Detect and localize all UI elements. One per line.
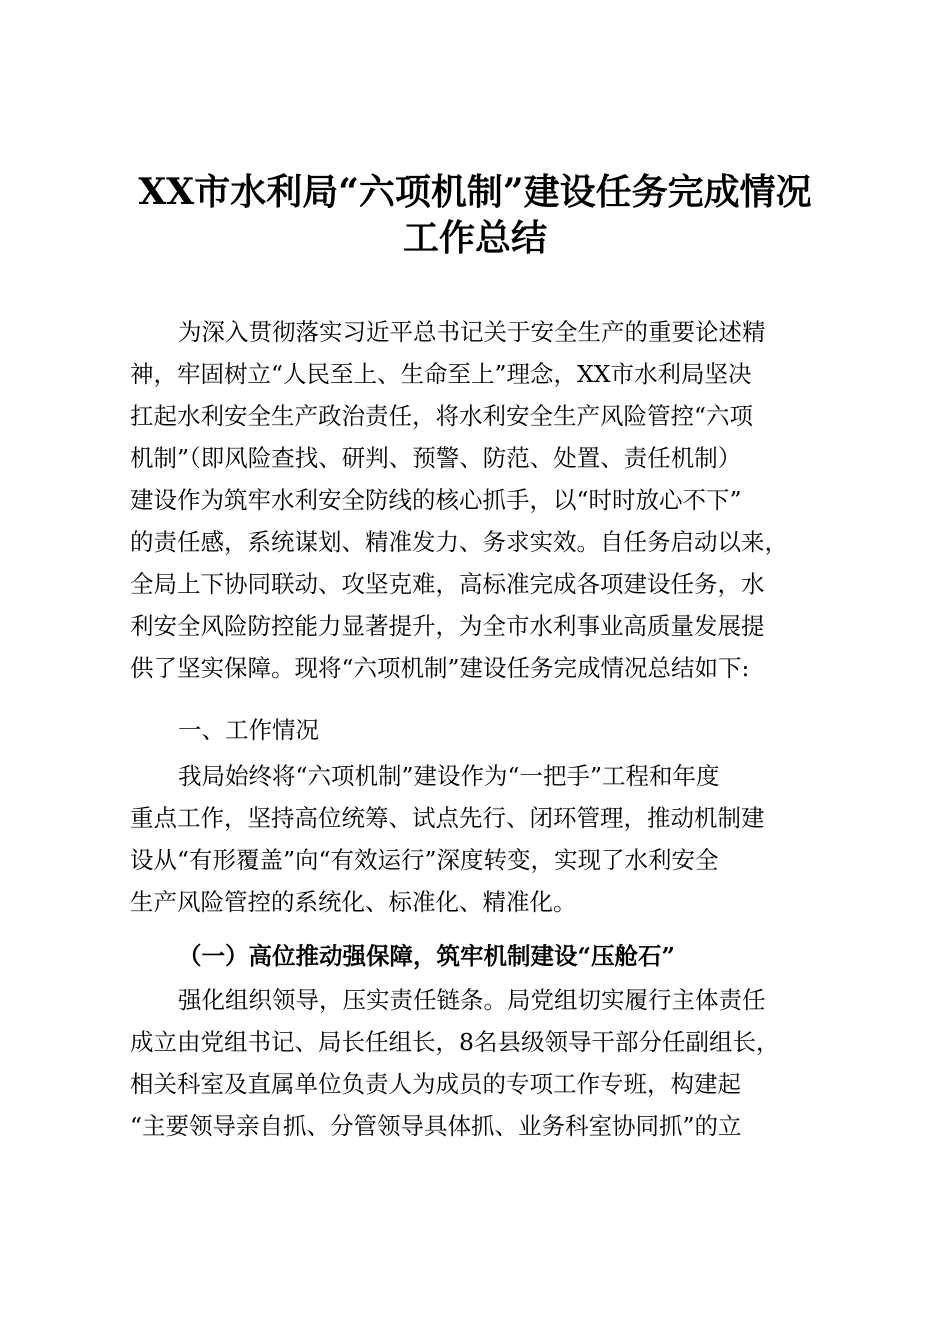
section1-line-1: 我局始终将“六项机制”建设作为“一把手”工程和年度 [178, 762, 720, 790]
section-heading: 一、工作情况 [178, 716, 319, 744]
document-title-line1: XX市水利局“六项机制”建设任务完成情况 [138, 171, 812, 213]
section1-line-2: 重点工作，坚持高位统筹、试点先行、闭环管理，推动机制建 [130, 804, 765, 832]
intro-line-4: 机制”（即风险查找、研判、预警、防范、处置、责任机制） [130, 444, 742, 472]
intro-line-2: 神，牢固树立“人民至上、生命至上”理念，XX市水利局坚决 [130, 360, 752, 388]
intro-line-7: 全局上下协同联动、攻坚克难，高标准完成各项建设任务，水 [130, 570, 765, 598]
subsection1-line-2: 成立由党组书记、局长任组长，8名县级领导干部分任副组长， [130, 1028, 780, 1056]
document-title-line2: 工作总结 [402, 217, 547, 259]
subsection1-line-1: 强化组织领导，压实责任链条。局党组切实履行主体责任 [178, 986, 766, 1014]
intro-line-3: 扛起水利安全生产政治责任，将水利安全生产风险管控“六项 [130, 402, 754, 430]
subsection1-line-3: 相关科室及直属单位负责人为成员的专项工作专班，构建起 [130, 1070, 741, 1098]
intro-line-5: 建设作为筑牢水利安全防线的核心抓手，以“时时放心不下” [130, 486, 742, 514]
intro-line-9: 供了坚实保障。现将“六项机制”建设任务完成情况总结如下: [130, 654, 750, 682]
section1-line-4: 生产风险管控的系统化、标准化、精准化。 [130, 888, 577, 916]
intro-line-8: 利安全风险防控能力显著提升，为全市水利事业高质量发展提 [130, 612, 765, 640]
intro-line-1: 为深入贯彻落实习近平总书记关于安全生产的重要论述精 [178, 318, 766, 346]
section1-line-3: 设从“有形覆盖”向“有效运行”深度转变，实现了水利安全 [130, 846, 719, 874]
intro-line-6: 的责任感，系统谋划、精准发力、务求实效。自任务启动以来， [130, 528, 788, 556]
subsection-heading: （一）高位推动强保障，筑牢机制建设“压舱石” [178, 942, 676, 970]
subsection1-line-4: “主要领导亲自抓、分管领导具体抓、业务科室协同抓”的立 [130, 1112, 742, 1140]
